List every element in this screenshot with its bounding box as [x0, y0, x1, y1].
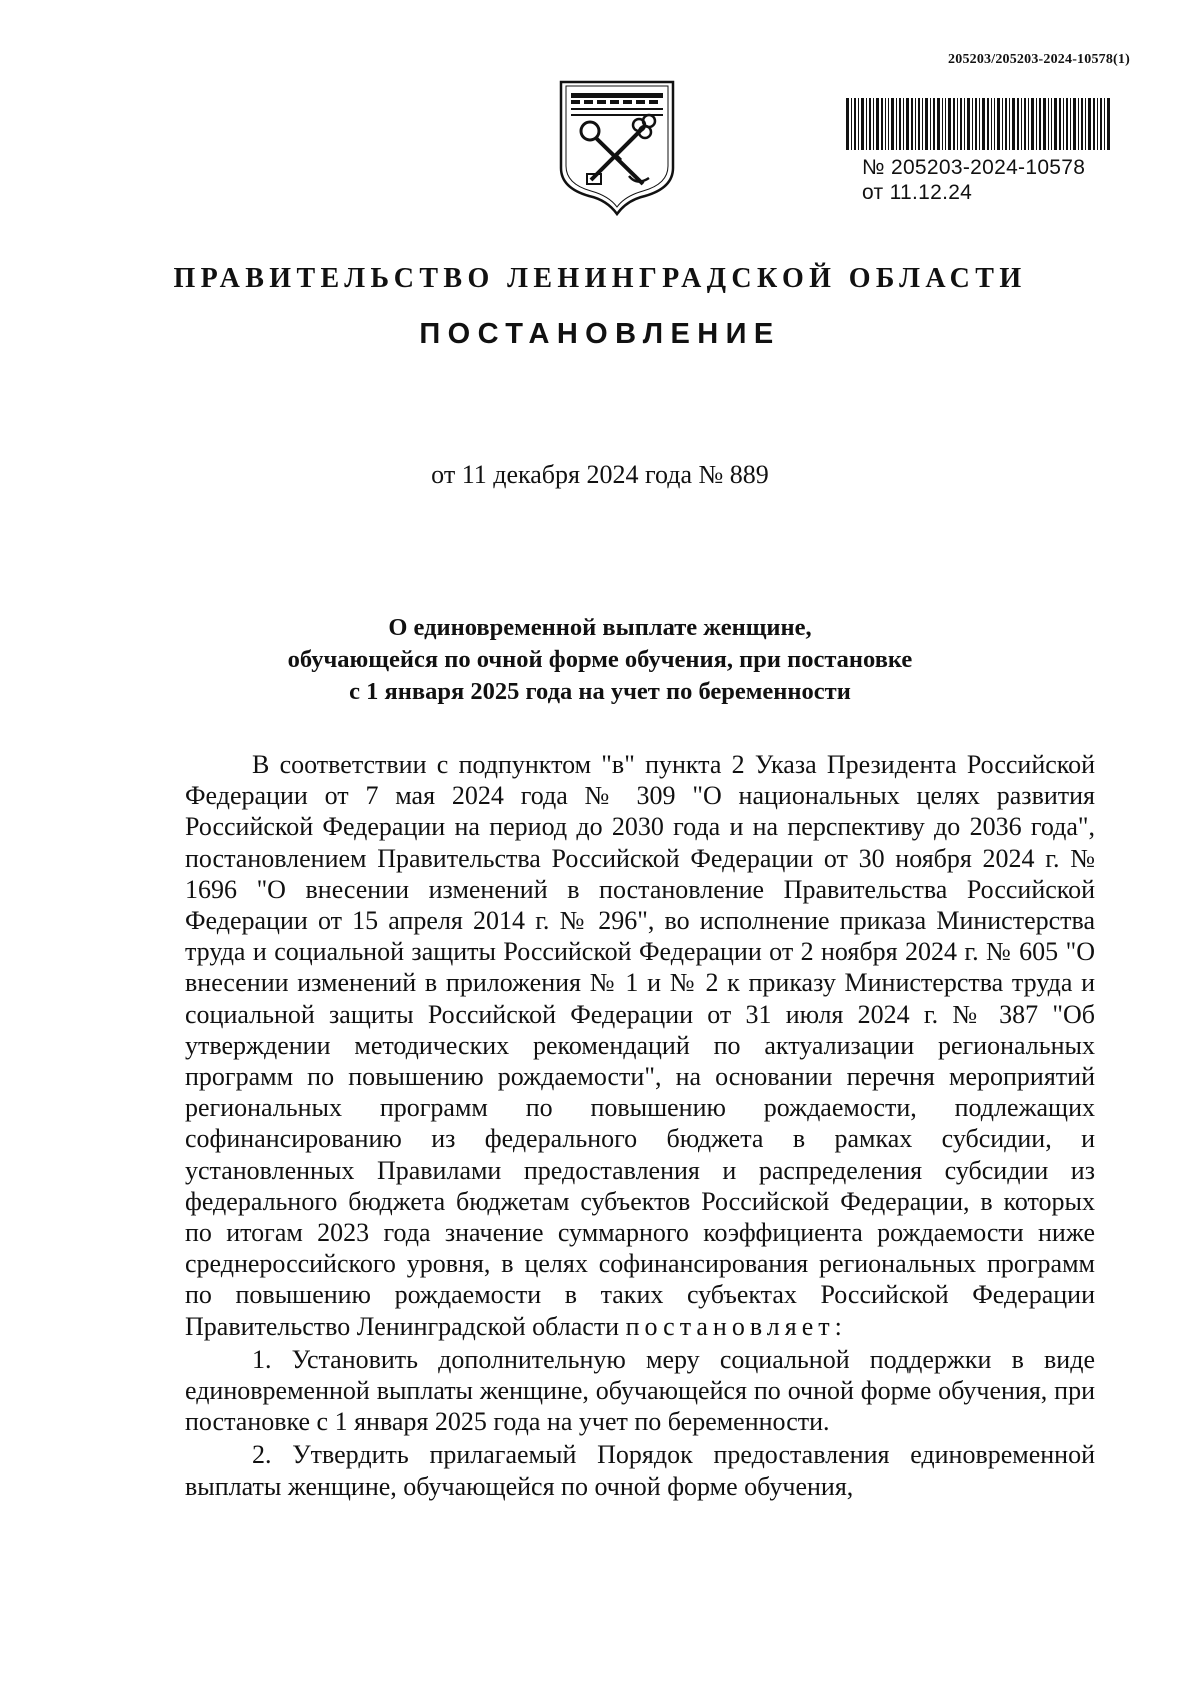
decree-title-line: обучающейся по очной форме обучения, при постановке — [287, 646, 913, 673]
government-title: ПРАВИТЕЛЬСТВО ЛЕНИНГРАДСКОЙ ОБЛАСТИ — [173, 263, 1027, 294]
document-type: ПОСТАНОВЛЕНИЕ — [419, 318, 781, 350]
decree-title — [150, 612, 1050, 708]
decree-date-number: от 11 декабря 2024 года № 889 — [431, 460, 769, 489]
preamble-text: В соответствии с подпунктом "в" пункта 2 Указа Президента Российской Федерации от 7 мая 2024 года № 309 "О национальных целях развития Российской Федерации на период до 2030 года и на перспективу до 2036 года", постановлением Правительства Российской Федерации от 30 ноября 2024 г. № 1696 "О внесении изменений в постановление Правительства Российской Федерации от 15 апреля 2014 г. № 296", во исполнение приказа Министерства труда и социальной защиты Российской Федерации от 2 ноября 2024 г. № 605 "О внесении изменений в приложения № 1 и № 2 к приказу Министерства труда и социальной защиты Российской Федерации от 31 июля 2024 г. № 387 "Об утверждении методических рекомендаций по актуализации региональных программ по повышению рождаемости", на основании перечня мероприятий региональных программ по повышению рождаемости, подлежащих софинансированию из федерального бюджета в рамках субсидии, и установленных Правилами предоставления и распределения субсидии из федерального бюджета бюджетам субъектов Российской Федерации, в которых по итогам 2023 года значение суммарного коэффициента рождаемости ниже среднероссийского уровня, в целях софинансирования региональных программ по повышению рождаемости в таких субъектах Российской Федерации Правительство Ленинградской области — [185, 750, 1095, 1341]
registration-date: от 11.12.24 — [862, 181, 973, 204]
decree-body — [185, 749, 1095, 1502]
decree-title-line: О единовременной выплате женщине, — [388, 614, 812, 641]
decree-title-line: с 1 января 2025 года на учет по беременности — [349, 678, 851, 705]
resolves-word: постановляет: — [625, 1311, 847, 1341]
item-paragraph-1: 1. Установить дополнительную меру социальной поддержки в виде единовременной выплаты женщине, обучающейся по очной форме обучения, при постановке с 1 января 2025 года на учет по беременности. — [185, 1344, 1095, 1437]
preamble-paragraph — [185, 749, 1095, 1342]
item-paragraph-2: 2. Утвердить прилагаемый Порядок предоставления единовременной выплаты женщине, обучающейся по очной форме обучения, — [185, 1440, 1095, 1501]
leningrad-oblast-coat-of-arms-icon — [557, 76, 677, 216]
barcode-icon — [846, 98, 1110, 150]
registration-number: № 205203-2024-10578 — [862, 156, 1086, 179]
document-id: 205203/205203-2024-10578(1) — [948, 52, 1130, 67]
